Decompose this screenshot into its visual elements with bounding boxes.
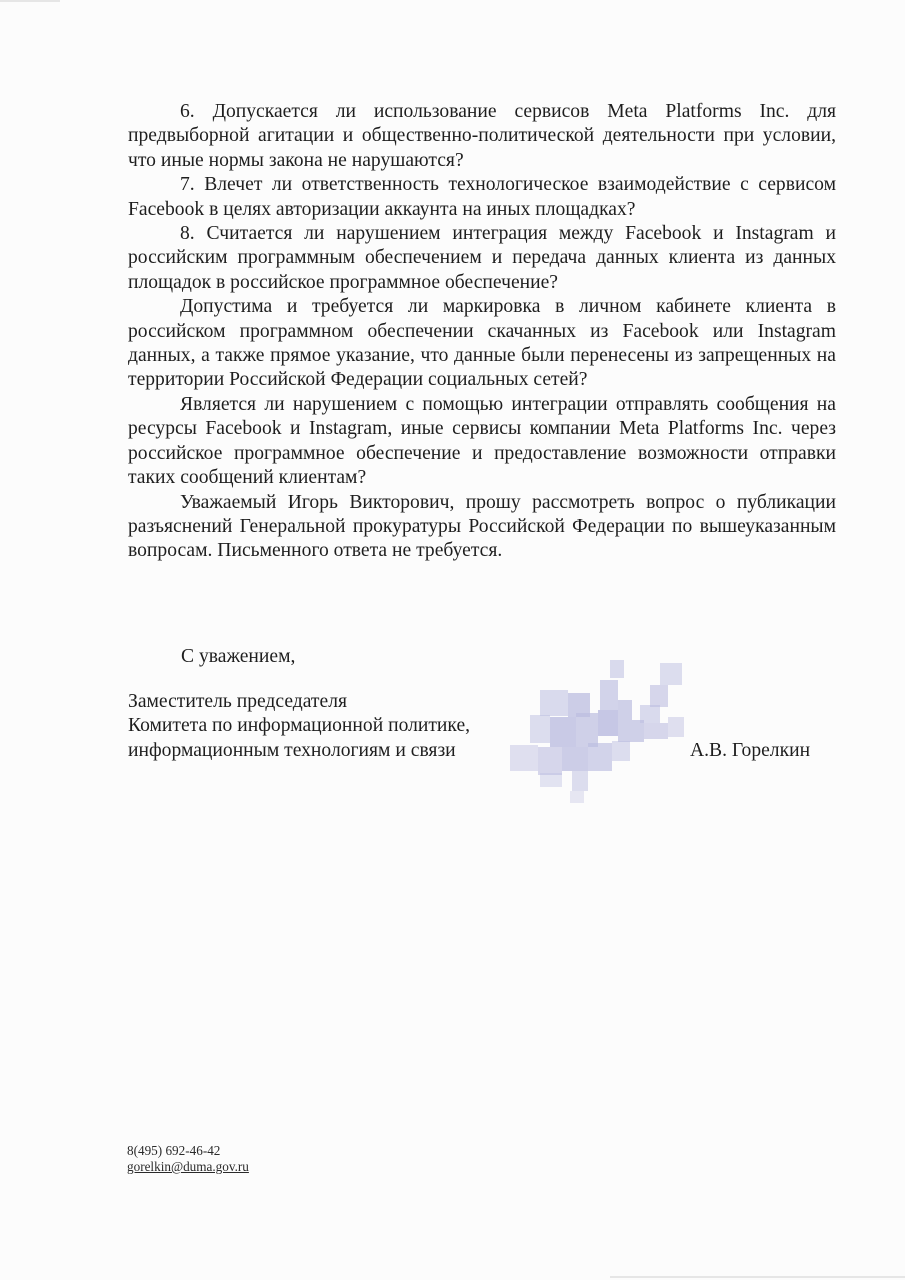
- signer-title-line: Комитета по информационной политике,: [128, 715, 471, 737]
- signer-title: [128, 690, 470, 763]
- question-labeling: Допустима и требуется ли маркировка в личном кабинете клиента в российском программном обеспечении скачанных из Facebook или Instagram данных, а также прямое указание, что данные были перенесены из запрещенных на территории Российской Федерации социальных сетей?: [128, 296, 836, 391]
- request-paragraph: Уважаемый Игорь Викторович, прошу рассмотреть вопрос о публикации разъяснений Генеральной прокуратуры Российской Федерации по вышеуказанным вопросам. Письменного ответа не требуется.: [128, 491, 836, 562]
- letter-body: [128, 100, 836, 564]
- question-6: 6. Допускается ли использование сервисов Meta Platforms Inc. для предвыборной агитации и общественно-политической деятельности при условии, что иные нормы закона не нарушаются?: [128, 101, 836, 171]
- signer-name: А.В. Горелкин: [690, 740, 811, 761]
- pixelated-signature: [500, 655, 690, 805]
- closing-phrase: С уважением,: [181, 646, 296, 667]
- scan-edge-mark: [0, 0, 60, 2]
- contact-info: [127, 1143, 249, 1175]
- question-8: 8. Считается ли нарушением интеграция между Facebook и Instagram и российским программным обеспечением и передача данных клиента из данных площадок в российское программное обеспечение?: [128, 223, 836, 293]
- scan-edge-mark: [610, 1276, 905, 1278]
- question-7: 7. Влечет ли ответственность технологическое взаимодействие с сервисом Facebook в целях авторизации аккаунта на иных площадках?: [128, 174, 836, 220]
- signer-title-line: Заместитель председателя: [128, 691, 347, 712]
- question-messaging: Является ли нарушением с помощью интеграции отправлять сообщения на ресурсы Facebook и Instagram, иные сервисы компании Meta Platforms Inc. через российское программное обеспечение и предоставление возможности отправки таких сообщений клиентам?: [128, 393, 836, 489]
- contact-email-link[interactable]: gorelkin@duma.gov.ru: [127, 1159, 249, 1174]
- signer-title-line: информационным технологиям и связи: [128, 739, 456, 761]
- contact-phone: 8(495) 692-46-42: [127, 1143, 221, 1158]
